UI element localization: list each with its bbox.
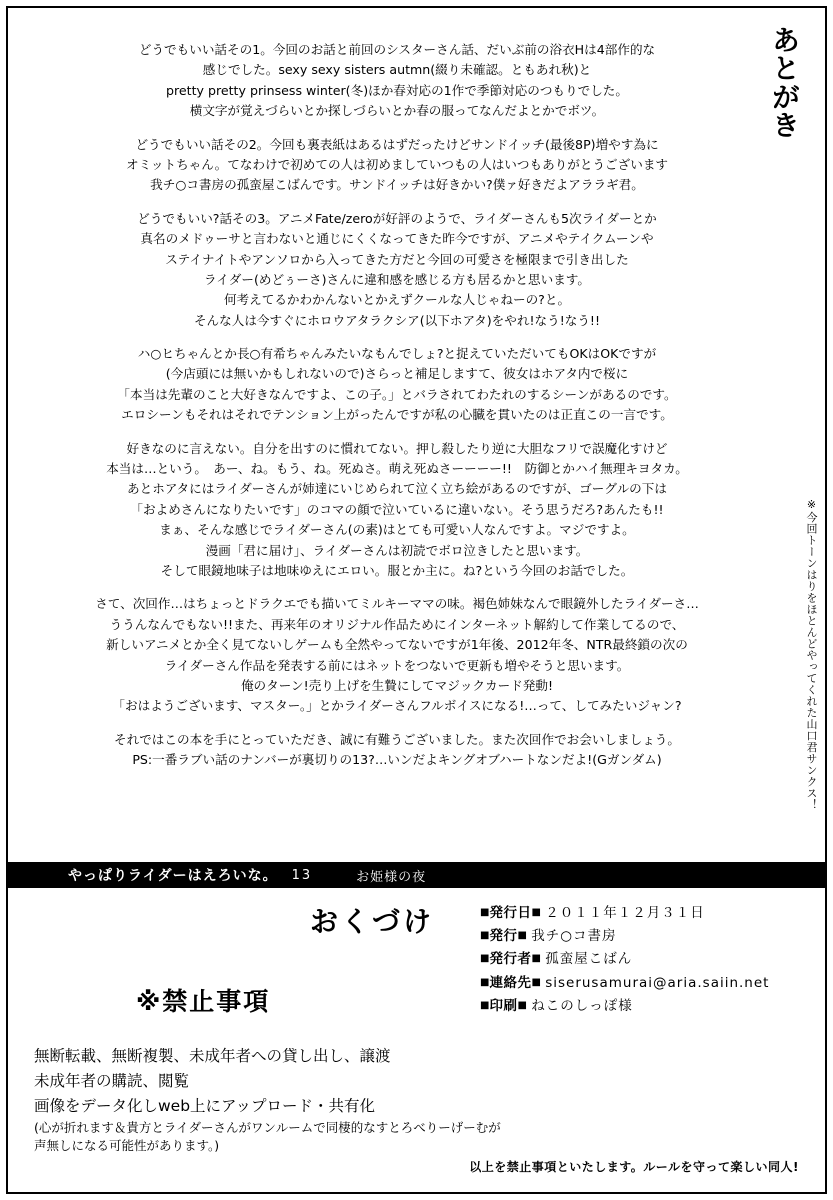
afterword-line: PS:一番ラブい話のナンバーが裏切りの13?…いンだよキングオブハートなンだよ!(Gガンダム) [132,752,662,768]
colophon-key: 連絡先 [489,974,532,991]
afterword-line: どうでもいい話その1。今回のお話と前回のシスターさん話、だいぶ前の浴衣Hは4部作的な [138,42,656,57]
title-banner [8,862,825,888]
colophon-row [480,972,769,995]
prohibition-note-line: (心が折れます＆貴方とライダーさんがワンルームで同棲的なすとろべりーげーむが [34,1120,501,1136]
afterword-paragraph [52,439,742,582]
square-bullet-icon: ■ [480,999,490,1011]
afterword-heading [763,28,809,141]
afterword-line: オミットちゃん。てなわけで初めての人は初めましていつもの人はいつもありがとうございます [125,156,669,172]
afterword-paragraph [52,594,742,716]
afterword-paragraph [52,40,742,122]
afterword-line: (今店頭には無いかもしれないので)さらっと補足しますて、彼女はホアタ内で桜に [165,366,629,382]
square-bullet-icon: ■ [531,976,541,988]
square-bullet-icon: ■ [480,953,490,965]
afterword-line: 漫画「君に届け」、ライダーさんは初読でボロ泣きしたと思います。 [205,542,589,558]
afterword-line: 新しいアニメとか全く見てないしゲームも全然やってないですが1年後、2012年冬、NTR最終鎖の次の [106,637,688,653]
afterword-line: 「おはようございます、マスター。」とかライダーさんフルボイスになる!…って、してみたいジャン? [112,698,682,714]
banner-title: やっぱりライダーはえろいな。 [68,868,278,884]
afterword-line: エロシーンもそれはそれでテンション上がったんですが私の心臓を貫いたのは正直この一言です。 [121,407,673,423]
colophon-value: ねこのしっぽ様 [531,997,633,1014]
afterword-line: ライダー(めどぅーさ)さんに違和感を感じる方も居るかと思います。 [203,271,590,287]
afterword-line: 「およめさんになりたいです」のコマの顔で泣いているに違いない。そう思うだろ?あんたも!! [130,501,664,517]
afterword-line: そんな人は今すぐにホロウアタラクシア(以下ホアタ)をやれ!なう!なう!! [193,312,601,328]
afterword-line: ハ○ヒちゃんとか長○有希ちゃんみたいなもんでしょ?と捉えていただいてもOKはOKですが [137,346,657,362]
afterword-heading-char-2: と [772,54,800,86]
afterword-line: 横文字が覚えづらいとか探しづらいとか春の服ってなんだよとかでボツ。 [189,103,605,119]
afterword-line: 何考えてるかわかんないとかえずクールな人じゃねーの?と。 [223,292,571,308]
colophon-list [480,902,769,1018]
colophon-title: おくづけ [310,905,435,938]
prohibitions-body [34,1044,734,1156]
square-bullet-icon: ■ [531,953,541,965]
afterword-paragraph [52,344,742,426]
square-bullet-icon: ■ [480,907,490,918]
afterword-line: 本当は…という。 あー、ね。もう、ね。死ぬさ。萌え死ぬさーーーー!! 防御とかハイ無理キヨタカ。 [106,461,688,477]
colophon-key: 発行 [489,928,518,945]
square-bullet-icon: ■ [480,976,490,988]
prohibition-note-line: 声無しになる可能性があります。) [34,1138,220,1154]
afterword-line: あとホアタにはライダーさんが姉達にいじめられて泣く立ち絵があるのですが、ゴーグルの下は [127,481,667,497]
afterword-line: ライダーさん作品を発表する前にはネットをつないで更新も増やそうと思います。 [164,657,630,673]
afterword-body [52,40,742,784]
afterword-line: 「本当は先輩のこと大好きなんですよ、この子。」とバラされてわたれのするシーンがあるのです。 [117,386,677,402]
afterword-line: ううんなんでもない!!また、再来年のオリジナル作品ためにインターネット解約して作業してるので、 [109,616,685,632]
afterword-line: 感じでした。sexy sexy sisters autmn(綴り未確認。ともあれ秋)と [202,62,592,78]
colophon-row [480,902,769,925]
afterword-line: 俺のターン!売り上げを生贄にしてマジックカード発動! [240,677,554,693]
afterword-line: どうでもいい話その2。今回も裏表紙はあるはずだったけどサンドイッチ(最後8P)増やす為に [135,136,659,152]
colophon-value: ２０１１年１２月３１日 [545,905,705,921]
afterword-line: さて、次回作…はちょっとドラクエでも描いてミルキーママの味。褐色姉妹なんで眼鏡外したライダーさ… [95,596,699,612]
afterword-paragraph [52,135,742,196]
afterword-heading-char-4: き [772,111,800,143]
afterword-paragraph [52,730,742,771]
afterword-line: どうでもいい?話その3。アニメFate/zeroが好評のようで、ライダーさんも5次ライダーとか [137,210,657,226]
prohibitions-footer: 以上を禁止事項といたします。ルールを守って楽しい同人! [469,1160,799,1174]
square-bullet-icon: ■ [517,930,527,942]
colophon-value: 孤蛮屋こばん [545,951,633,968]
afterword-line: そして眼鏡地味子は地味ゆえにエロい。服とか主に。ね?という今回のお話でした。 [160,562,634,578]
banner-subtitle: お姫様の夜 [356,869,427,885]
colophon-key: 発行者 [489,951,532,968]
afterword-line: まぁ、そんな感じでライダーさん(の素)はとても可愛い人なんですよ。マジですよ。 [159,522,635,538]
afterword-line: 好きなのに言えない。自分を出すのに慣れてない。押し殺したり逆に大胆なフリで誤魔化すけど [126,440,668,456]
side-note: ※今回トーンはりをほとんどやってくれた山口君サンクス！ [805,498,818,811]
square-bullet-icon: ■ [517,999,527,1011]
square-bullet-icon: ■ [480,930,490,942]
afterword-line: ステイナイトやアンソロから入ってきた方だと今回の可愛さを極限まで引き出した [165,251,629,267]
prohibition-line: 画像をデータ化しweb上にアップロード・共有化 [34,1097,375,1116]
afterword-line: 真名のメドゥーサと言わないと通じにくくなってきた昨今ですが、アニメやテイクムーンや [140,231,654,247]
afterword-line: それではこの本を手にとっていただき、誠に有難うございました。また次回作でお会いしましょう。 [114,731,680,747]
afterword-paragraph [52,209,742,331]
colophon-row [480,925,769,948]
colophon-row [480,995,769,1018]
banner-number: 13 [291,867,313,883]
afterword-line: 我チ○コ書房の孤蛮屋こばんです。サンドイッチは好きかい?僕ァ好きだよアララギ君。 [150,177,644,193]
colophon-row [480,948,769,971]
afterword-heading-char-1: あ [772,26,800,57]
afterword-line: pretty pretty prinsess winter(冬)ほか春対応の1作で季節対応のつもりでした。 [166,82,628,98]
square-bullet-icon: ■ [531,907,541,918]
prohibition-line: 未成年者の購読、閲覧 [34,1072,190,1091]
prohibitions-title: ※禁止事項 [136,987,271,1016]
colophon-value: 我チ○コ書房 [531,928,617,945]
colophon-key: 印刷 [489,997,518,1014]
colophon-key: 発行日 [489,905,532,921]
colophon-value: siserusamurai@aria.saiin.net [545,974,770,991]
prohibition-line: 無断転載、無断複製、未成年者への貸し出し、譲渡 [34,1047,391,1065]
afterword-heading-char-3: が [772,82,800,114]
